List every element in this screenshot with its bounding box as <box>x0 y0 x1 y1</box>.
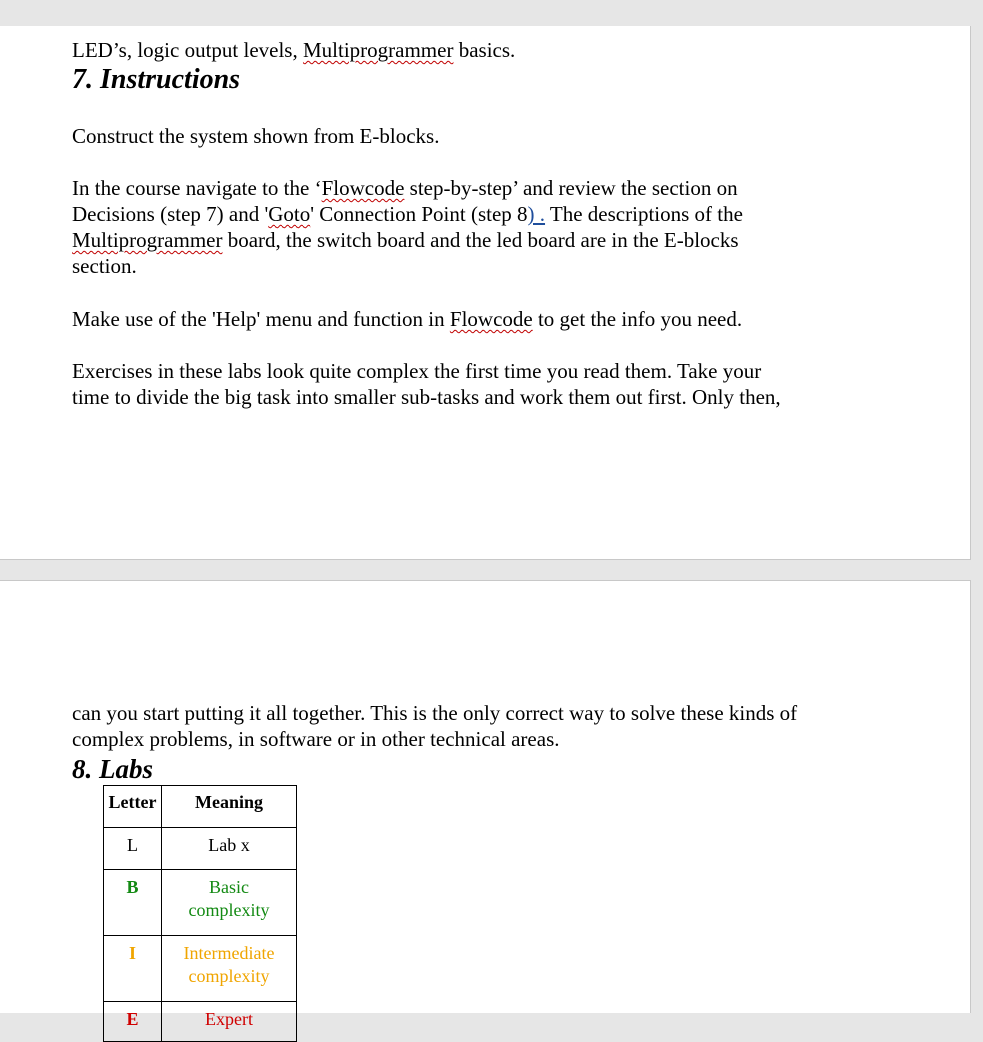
cell-meaning <box>162 870 297 936</box>
header-letter: Letter <box>104 786 162 828</box>
text-run: The descriptions of the <box>545 202 743 226</box>
text-line-topics <box>72 37 515 63</box>
paragraph-construct: Construct the system shown from E-blocks. <box>72 124 440 148</box>
document-page-1 <box>0 26 971 560</box>
meaning-line: Intermediate <box>183 943 275 963</box>
text-run: basics. <box>453 38 516 62</box>
meaning-line: Expert <box>205 1009 253 1029</box>
heading-instructions: 7. Instructions <box>72 64 241 95</box>
cell-letter: I <box>104 936 162 1002</box>
table-row <box>104 828 297 870</box>
text-run: Decisions (step 7) and ' <box>72 202 269 226</box>
spellcheck-word[interactable]: Flowcode <box>321 176 405 200</box>
text-line: Exercises in these labs look quite complex the first time you read them. Take your <box>72 359 762 383</box>
labs-legend-table <box>103 785 297 1042</box>
text-run: board, the switch board and the led board are in the E-blocks <box>222 228 739 252</box>
spellcheck-word[interactable]: Multiprogrammer <box>72 228 223 252</box>
cell-meaning <box>162 1002 297 1042</box>
paragraph-help <box>72 306 742 332</box>
spellcheck-word[interactable]: Goto <box>268 202 311 226</box>
table-row <box>104 936 297 1002</box>
document-page-2 <box>0 580 971 1029</box>
text-line: time to divide the big task into smaller sub-tasks and work them out first. Only then, <box>72 385 781 409</box>
text-run: ' Connection Point (step 8 <box>310 202 528 226</box>
cell-meaning <box>162 936 297 1002</box>
text-run: In the course navigate to the ‘ <box>72 176 322 200</box>
text-run: LED’s, logic output levels, <box>72 38 303 62</box>
heading-labs: 8. Labs <box>72 754 153 784</box>
cell-meaning <box>162 828 297 870</box>
table-row <box>104 870 297 936</box>
table-row <box>104 1002 297 1042</box>
cell-letter: B <box>104 870 162 936</box>
meaning-line: Basic <box>209 877 249 897</box>
spellcheck-word[interactable]: Multiprogrammer <box>302 38 454 62</box>
text-line: section. <box>72 254 137 278</box>
cell-letter: E <box>104 1002 162 1042</box>
text-line <box>72 175 738 201</box>
text-line: can you start putting it all together. This is the only correct way to solve these kinds of <box>72 701 798 725</box>
text-run: step-by-step’ and review the section on <box>404 176 738 200</box>
header-meaning: Meaning <box>162 786 297 828</box>
meaning-line: complexity <box>188 966 270 986</box>
hyperlink[interactable]: ) . <box>527 202 546 226</box>
text-run: to get the info you need. <box>532 307 743 331</box>
text-line: complex problems, in software or in other technical areas. <box>72 727 560 751</box>
text-line <box>72 201 743 227</box>
table-header-row <box>104 786 297 828</box>
cell-letter: L <box>104 828 162 870</box>
text-run: Make use of the 'Help' menu and function in <box>72 307 450 331</box>
meaning-line: complexity <box>188 900 270 920</box>
spellcheck-word[interactable]: Flowcode <box>449 307 533 331</box>
meaning-line: Lab x <box>208 835 250 855</box>
text-line <box>72 227 739 253</box>
